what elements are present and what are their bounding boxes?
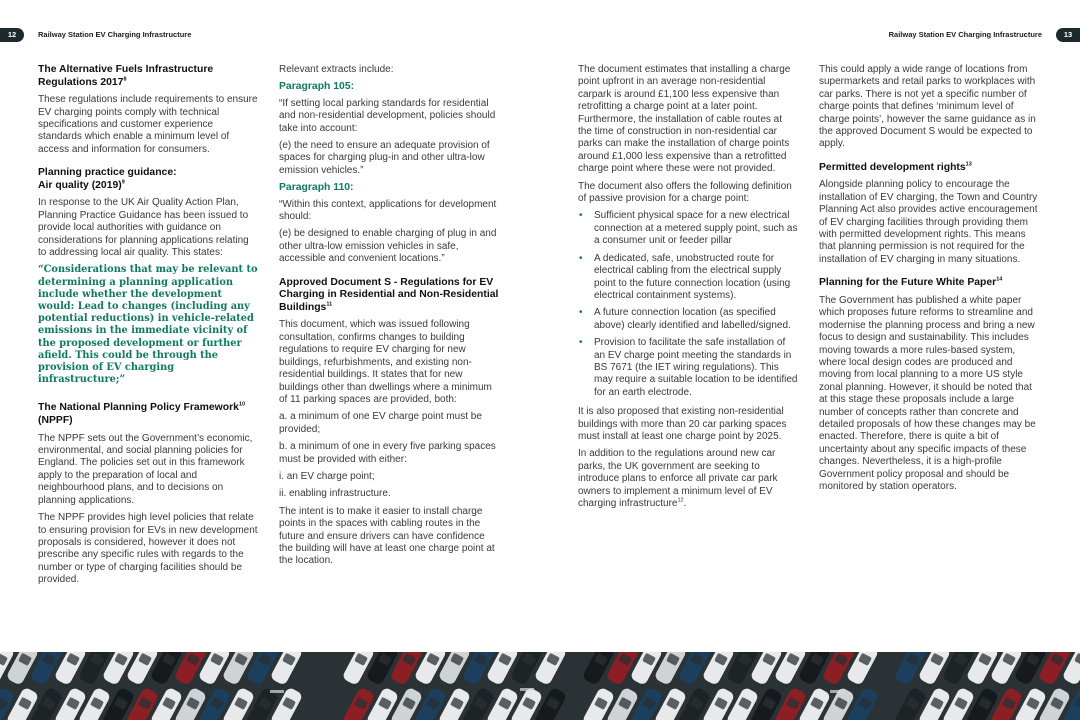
car-park-illustration bbox=[0, 652, 1080, 720]
paragraph: In addition to the regulations around new car parks, the UK government are seeking to introduce plans to enforce all private car park owners to implement a minimum level of EV charging infrastructure$^{12}$. bbox=[578, 448, 778, 509]
list-item: • Sufficient physical space for a new electrical connection at a metered supply point, such as a consumer unit or feeder pillar bbox=[578, 210, 798, 247]
car-park-photo bbox=[0, 652, 1080, 720]
column-2 bbox=[279, 64, 499, 573]
paragraph: This could apply a wide range of locations from supermarkets and retail parks to workplaces with car parks. There is not yet a specific number of charge points that defines ‘minimum level of charge points’, however the same guidance as in the approved Document S would be expected to apply. bbox=[819, 64, 1036, 150]
pull-quote: “Considerations that may be relevant to determining a planning application include whether the development would: Lead to changes (including any potential reductions) in vehicle-related emissions in the immediate vicinity of the proposed development or further afield. This could be through the provision of EV charging infrastructure;” bbox=[38, 264, 258, 386]
running-title-left: Railway Station EV Charging Infrastructure bbox=[38, 30, 192, 39]
paragraph: b. a minimum of one in every five parking spaces must be provided with either: bbox=[279, 441, 496, 465]
column-4 bbox=[819, 64, 1039, 498]
paragraph: a. a minimum of one EV charge point must be provided; bbox=[279, 411, 482, 435]
list-item: • A future connection location (as specified above) clearly identified and labelled/signed. bbox=[578, 307, 798, 332]
paragraph: These regulations include requirements to ensure EV charging points comply with technical specifications and customer experience standards which enable a minimum level of access and information for consumers. bbox=[38, 94, 258, 155]
list-item: • Provision to facilitate the safe installation of an EV charge point meeting the standards in BS 7671 (the IET wiring regulations). This may require a suitable location to be identified for an earth electrode. bbox=[578, 337, 798, 399]
bullet-list bbox=[578, 210, 798, 399]
heading-white-paper: Planning for the Future White Paper$^{14}$ bbox=[819, 276, 1003, 289]
paragraph: “If setting local parking standards for residential and non-residential development, policies should take into account: bbox=[279, 97, 496, 134]
paragraph: i. an EV charge point; bbox=[279, 470, 375, 482]
paragraph: The intent is to make it easier to install charge points in the spaces with cabling routes in the future and ensure drivers can have confidence the building will have at least one charge point at the location. bbox=[279, 505, 495, 567]
paragraph: ii. enabling infrastructure. bbox=[279, 488, 391, 500]
heading-nppf: The National Planning Policy Framework$^{10}$ (NPPF) bbox=[38, 402, 246, 427]
paragraph: Alongside planning policy to encourage the installation of EV charging, the Town and Country Planning Act also provides active encouragement of EV charging facilities through providing them with permitted development rights. This means that planning permission is not required for the installation of EV charging in many situations. bbox=[819, 179, 1038, 265]
paragraph: The Government has published a white paper which proposes future reforms to streamline and modernise the planning process and bring a new focus to design and sustainability. This includes moving towards a more rules-based system, where local design codes are produced and moving from local planning to a more US style zonal planning. However, it should be noted that at this stage these proposals include a large number of concepts rather than concrete and detailed proposals of how these changes may be enacted. Therefore, there is quite a bit of uncertainty about any specific impacts of these changes. Nevertheless, it is a high-profile Government policy proposal and should be monitored by station operators. bbox=[819, 294, 1036, 492]
paragraph: (e) the need to ensure an adequate provision of spaces for charging plug-in and other ultra-low emission vehicles.” bbox=[279, 140, 490, 176]
paragraph: Relevant extracts include: bbox=[279, 64, 394, 75]
heading-approved-document-s: Approved Document S - Regulations for EV Charging in Residential and Non-Residential Buildings$^{11}$ bbox=[279, 276, 499, 313]
subheading-paragraph-105: Paragraph 105: bbox=[279, 81, 355, 93]
paragraph: In response to the UK Air Quality Action Plan, Planning Practice Guidance has been issued to provide local authorities with guidance on considerations for planning applications relating to addressing local air quality. This states: bbox=[38, 197, 249, 259]
page-header bbox=[0, 28, 1080, 42]
paragraph: The NPPF provides high level policies that relate to ensuring provision for EVs in new development proposals is considered, however it does not prescribe any specific rules with regards to the number or type of charging facilities should be provided. bbox=[38, 512, 258, 586]
paragraph: The NPPF sets out the Government’s economic, environmental, and social planning policies for England. The policies set out in this framework apply to the preparation of local and neighbourhood plans, and to decisions on planning applications. bbox=[38, 432, 253, 506]
paragraph: (e) be designed to enable charging of plug in and other ultra-low emission vehicles in safe, accessible and convenient locations.” bbox=[279, 228, 497, 265]
heading-permitted-development: Permitted development rights$^{13}$ bbox=[819, 161, 972, 173]
paragraph: The document estimates that installing a charge point upfront in an average non-residential carpark is around £1,100 less expensive than retrofitting a charge point at a later point. Furthermore, the installation of cable routes at the time of construction in non-residential car parks can make the installation of charge points around £1,000 less expensive than a retrofitted charge point where these were not provided. bbox=[578, 64, 791, 175]
column-3 bbox=[578, 64, 798, 515]
page-number-right: 13 bbox=[1056, 28, 1080, 42]
page-number-left: 12 bbox=[0, 28, 24, 42]
heading-ppg-air-quality: Planning practice guidance: Air quality $(2019)^9$ bbox=[38, 167, 177, 191]
paragraph: “Within this context, applications for development should: bbox=[279, 198, 497, 223]
column-1 bbox=[38, 64, 258, 592]
running-title-right: Railway Station EV Charging Infrastructure bbox=[888, 30, 1042, 39]
heading-afir: The Alternative Fuels Infrastructure Regulations 2017$^8$ bbox=[38, 64, 214, 88]
paragraph: It is also proposed that existing non-residential buildings with more than 20 car parking spaces must install at least one charge point by 2025. bbox=[578, 406, 787, 442]
subheading-paragraph-110: Paragraph 110: bbox=[279, 182, 354, 194]
list-item: • A dedicated, safe, unobstructed route for electrical cabling from the electrical supply point to the future connection location (using electrical containment systems). bbox=[578, 253, 798, 303]
paragraph: The document also offers the following definition of passive provision for a charge point: bbox=[578, 180, 792, 205]
paragraph: This document, which was issued following consultation, confirms changes to building regulations to require EV charging for new buildings, refurbishments, and existing non-residential buildings. It states that for new buildings other than dwellings where a minimum of 11 parking spaces are provided, both: bbox=[279, 319, 492, 405]
